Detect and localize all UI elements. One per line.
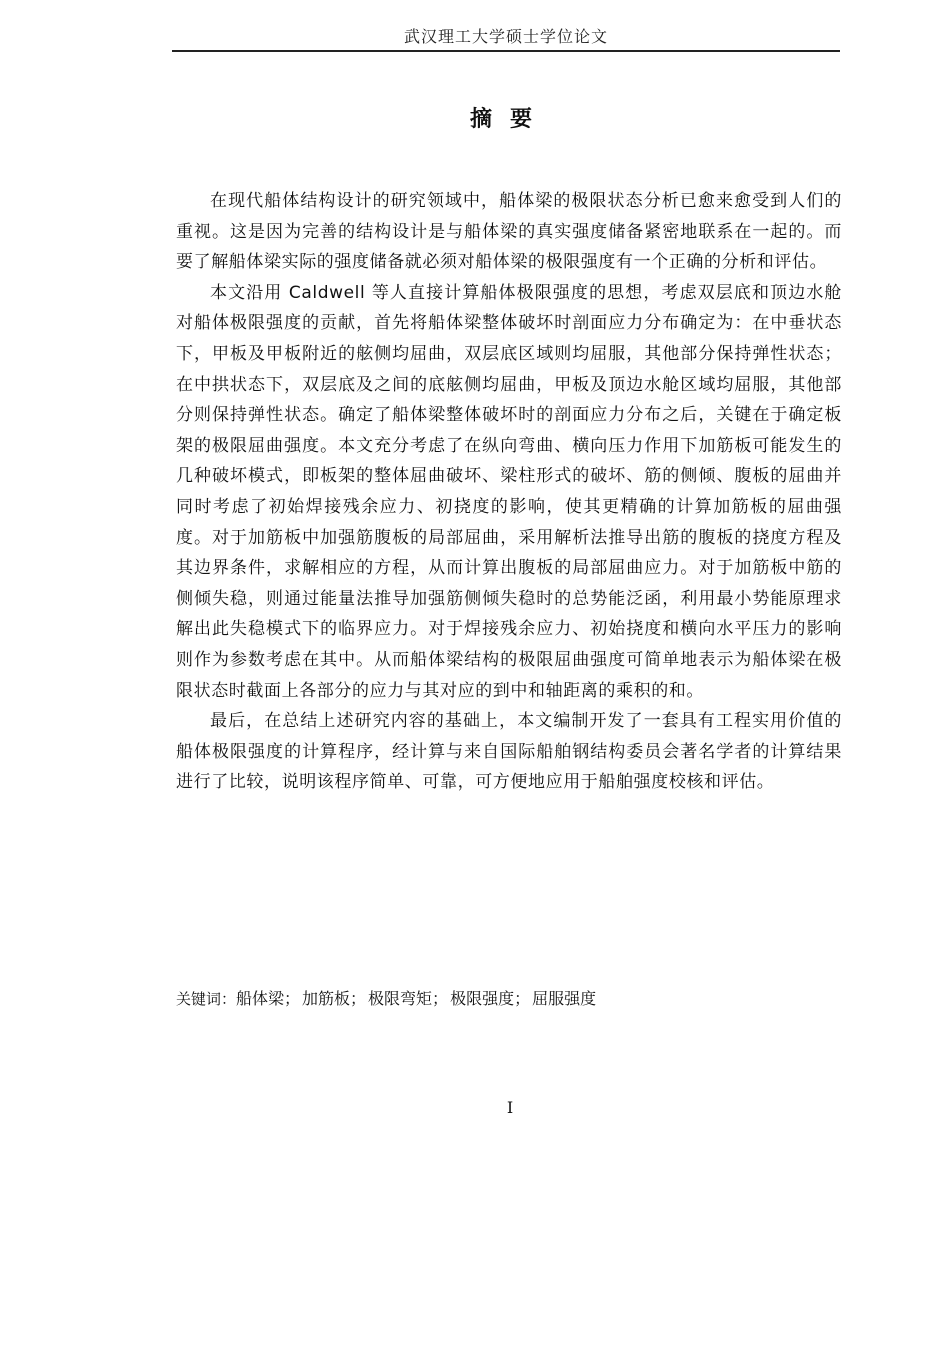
keyword-item: 加筋板； (302, 989, 367, 1008)
keyword-item: 船体梁； (236, 989, 301, 1008)
keyword-item: 极限强度； (450, 989, 531, 1008)
abstract-paragraph-1: 在现代船体结构设计的研究领域中，船体梁的极限状态分析已愈来愈受到人们的重视。这是因为完善的结构设计是与船体梁的真实强度储备紧密地联系在一起的。而要了解船体梁实际的强度储备就必须对船体梁的极限强度有一个正确的分析和评估。 (176, 191, 842, 273)
keywords-label: 关键词： (176, 990, 237, 1008)
abstract-paragraph-3: 最后，在总结上述研究内容的基础上，本文编制开发了一套具有工程实用价值的船体极限强度的计算程序，经计算与来自国际船舶钢结构委员会著名学者的计算结果进行了比较，说明该程序简单、可靠，可方便地应用于船舶强度校核和评估。 (176, 711, 842, 793)
running-header (172, 26, 840, 52)
keyword-item: 极限弯矩； (368, 989, 449, 1008)
abstract-paragraph-2: 本文沿用 Caldwell 等人直接计算船体极限强度的思想，考虑双层底和顶边水舱对船体极限强度的贡献，首先将船体梁整体破坏时剖面应力分布确定为：在中垂状态下，甲板及甲板附近的舷侧均屈曲，双层底区域则均屈服，其他部分保持弹性状态；在中拱状态下，双层底及之间的底舷侧均屈曲，甲板及顶边水舱区域均屈服，其他部分则保持弹性状态。确定了船体梁整体破坏时的剖面应力分布之后，关键在于确定板架的极限屈曲强度。本文充分考虑了在纵向弯曲、横向压力作用下加筋板可能发生的几种破坏模式，即板架的整体屈曲破坏、梁柱形式的破坏、筋的侧倾、腹板的屈曲并同时考虑了初始焊接残余应力、初挠度的影响，使其更精确的计算加筋板的屈曲强度。对于加筋板中加强筋腹板的局部屈曲，采用解析法推导出筋的腹板的挠度方程及其边界条件，求解相应的方程，从而计算出腹板的局部屈曲应力。对于加筋板中筋的侧倾失稳，则通过能量法推导加强筋侧倾失稳时的总势能泛函，利用最小势能原理求解出此失稳模式下的临界应力。对于焊接残余应力、初始挠度和横向水平压力的影响则作为参数考虑在其中。从而船体梁结构的极限屈曲强度可简单地表示为船体梁在极限状态时截面上各部分的应力与其对应的到中和轴距离的乘积的和。 (176, 282, 842, 701)
keyword-item: 屈服强度 (532, 989, 597, 1008)
abstract-body (176, 186, 842, 798)
keywords-line (176, 986, 598, 1012)
page-number: I (506, 1098, 514, 1117)
abstract-title: 摘要 (469, 107, 550, 132)
header-title: 武汉理工大学硕士学位论文 (403, 27, 608, 46)
